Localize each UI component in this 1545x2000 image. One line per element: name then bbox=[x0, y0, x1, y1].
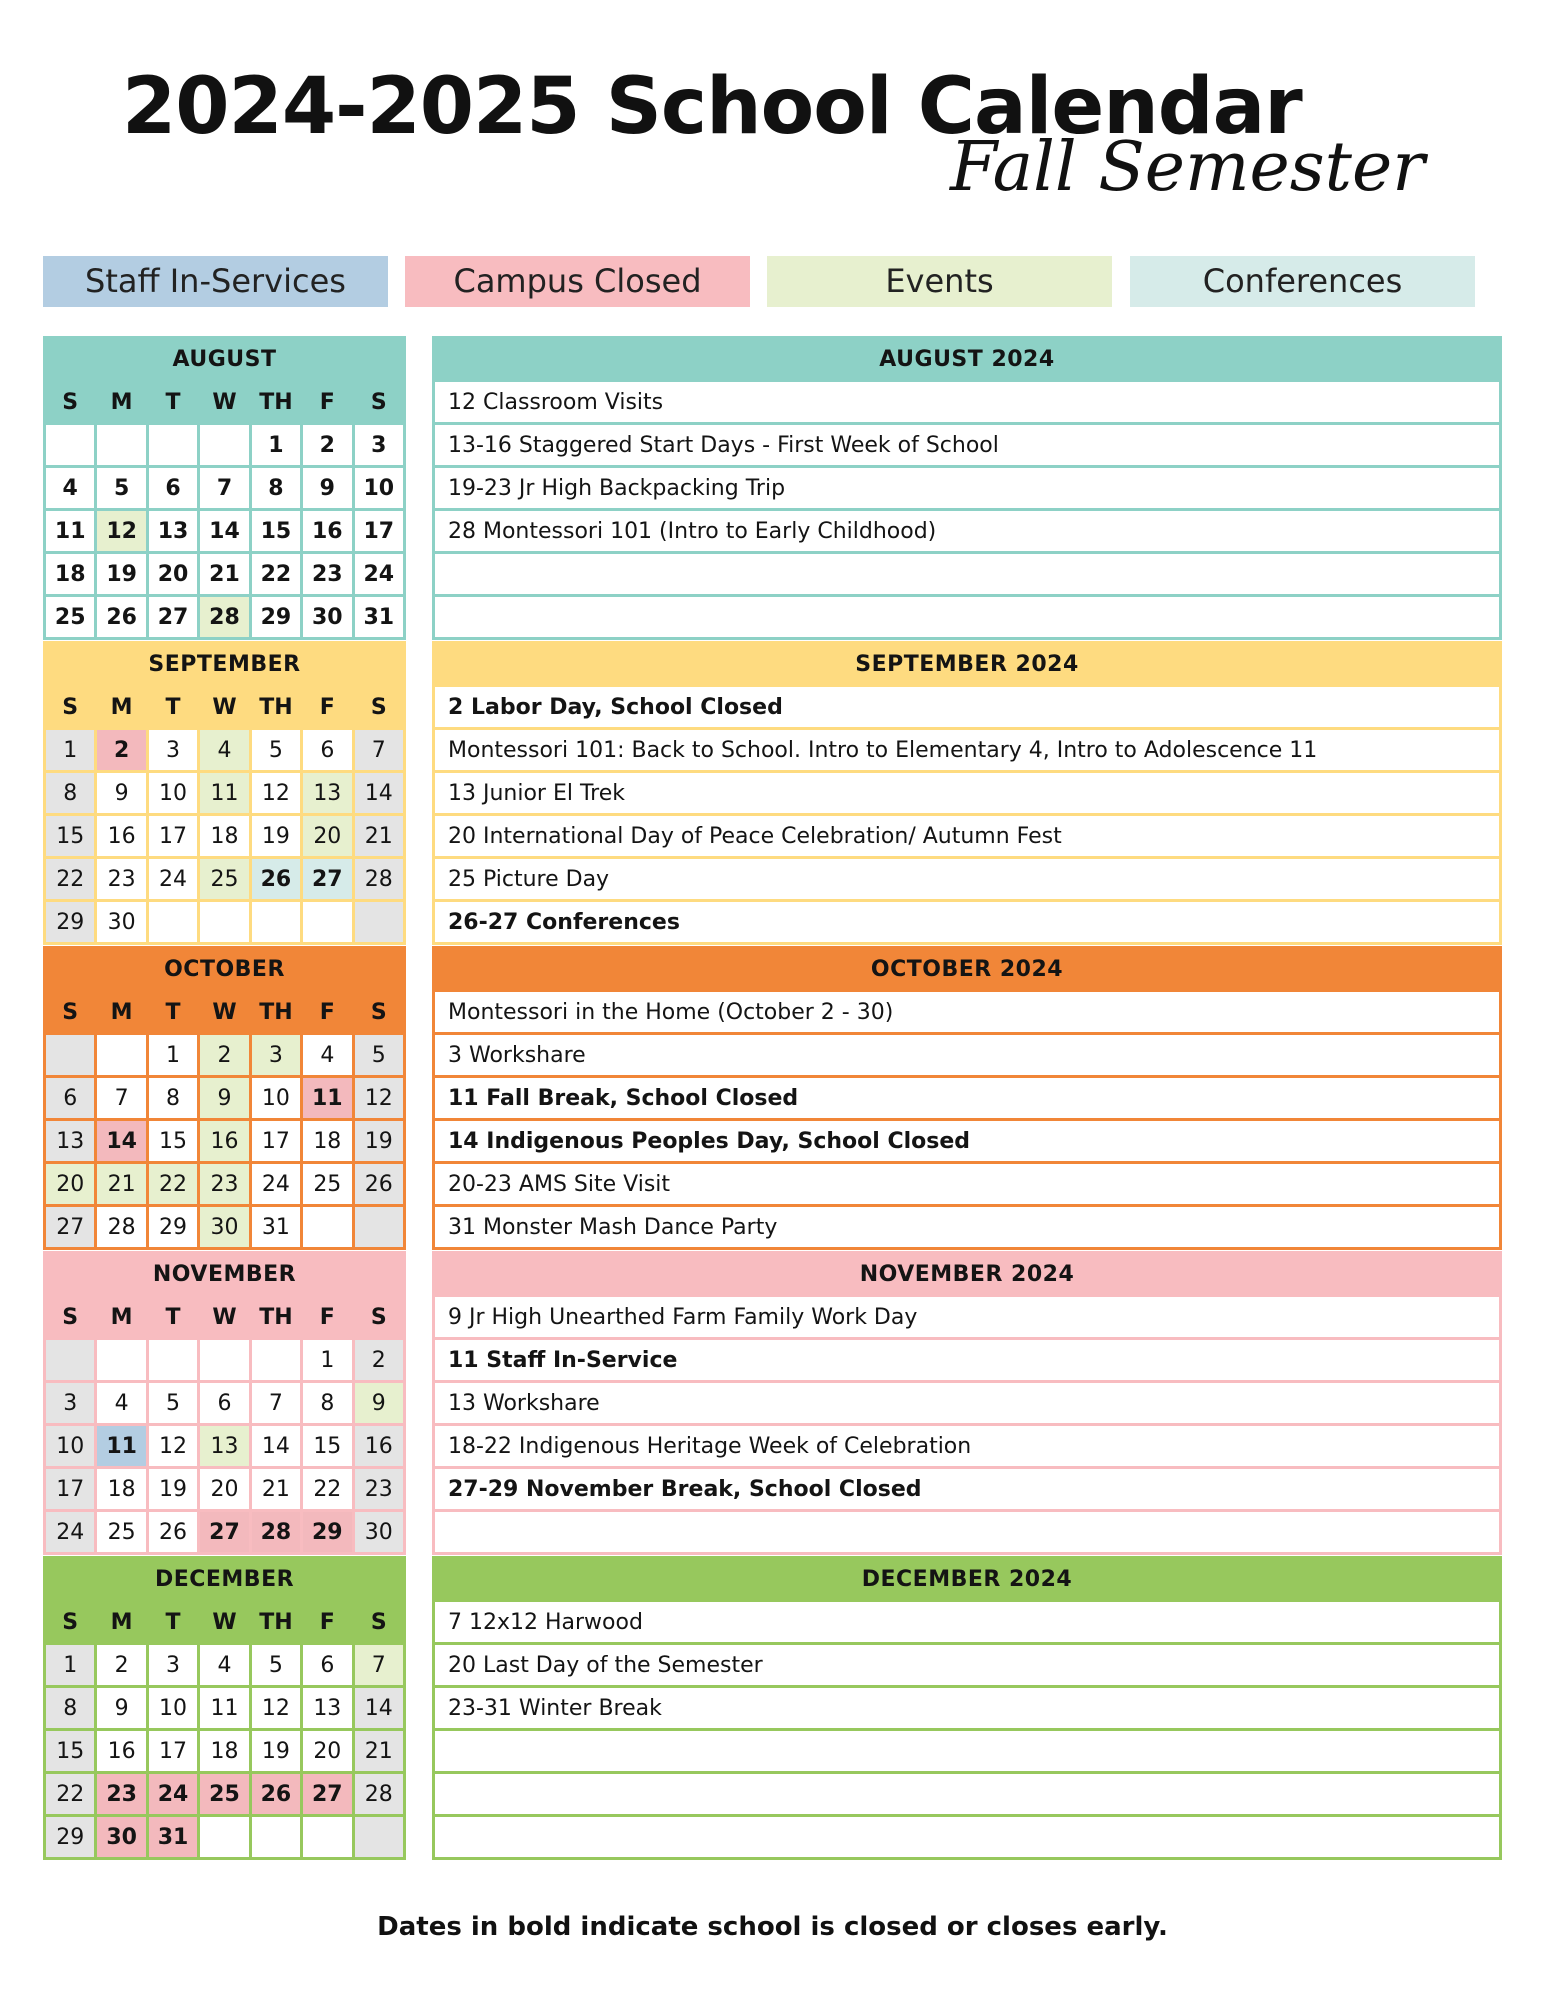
event-row: 3 Workshare bbox=[434, 1034, 1501, 1077]
event-row bbox=[434, 553, 1501, 596]
weekday-header: W bbox=[199, 991, 250, 1034]
day-cell: 17 bbox=[147, 1730, 198, 1773]
event-row: 11 Staff In-Service bbox=[434, 1339, 1501, 1382]
day-cell: 7 bbox=[250, 1382, 301, 1425]
weekday-header: S bbox=[45, 991, 96, 1034]
event-row: 26-27 Conferences bbox=[434, 901, 1501, 944]
day-cell: 25 bbox=[199, 1773, 250, 1816]
weekday-header: S bbox=[45, 686, 96, 729]
day-cell: 7 bbox=[353, 729, 404, 772]
day-cell: 17 bbox=[147, 815, 198, 858]
event-row: 9 Jr High Unearthed Farm Family Work Day bbox=[434, 1296, 1501, 1339]
day-cell: 26 bbox=[147, 1511, 198, 1554]
event-row bbox=[434, 1730, 1501, 1773]
weekday-header: S bbox=[353, 1296, 404, 1339]
day-cell: 19 bbox=[250, 815, 301, 858]
day-cell: 3 bbox=[45, 1382, 96, 1425]
day-cell: 21 bbox=[250, 1468, 301, 1511]
calendar-week bbox=[45, 729, 405, 772]
day-cell: 27 bbox=[302, 1773, 353, 1816]
day-cell: 28 bbox=[353, 1773, 404, 1816]
day-cell: 15 bbox=[302, 1425, 353, 1468]
day-cell: 9 bbox=[96, 772, 147, 815]
day-cell: 23 bbox=[96, 858, 147, 901]
event-row: 31 Monster Mash Dance Party bbox=[434, 1206, 1501, 1249]
day-cell bbox=[147, 1339, 198, 1382]
event-row: 14 Indigenous Peoples Day, School Closed bbox=[434, 1120, 1501, 1163]
day-cell: 12 bbox=[353, 1077, 404, 1120]
day-cell: 4 bbox=[199, 1644, 250, 1687]
day-cell: 2 bbox=[302, 424, 353, 467]
day-cell: 1 bbox=[147, 1034, 198, 1077]
event-row: Montessori in the Home (October 2 - 30) bbox=[434, 991, 1501, 1034]
day-cell: 12 bbox=[250, 1687, 301, 1730]
day-cell: 18 bbox=[199, 1730, 250, 1773]
day-cell: 28 bbox=[199, 596, 250, 639]
day-cell bbox=[147, 901, 198, 944]
calendar-week bbox=[45, 1773, 405, 1816]
event-row: 20 Last Day of the Semester bbox=[434, 1644, 1501, 1687]
weekday-header: S bbox=[353, 991, 404, 1034]
day-cell: 28 bbox=[96, 1206, 147, 1249]
calendar-grid-november bbox=[43, 1251, 406, 1555]
day-cell: 18 bbox=[45, 553, 96, 596]
event-row: 12 Classroom Visits bbox=[434, 381, 1501, 424]
day-cell: 12 bbox=[147, 1425, 198, 1468]
day-cell: 5 bbox=[96, 467, 147, 510]
weekday-header: M bbox=[96, 381, 147, 424]
day-cell: 14 bbox=[199, 510, 250, 553]
day-cell: 19 bbox=[96, 553, 147, 596]
day-cell: 10 bbox=[353, 467, 404, 510]
day-cell: 19 bbox=[147, 1468, 198, 1511]
day-cell: 26 bbox=[96, 596, 147, 639]
event-row: 20 International Day of Peace Celebration/ Autumn Fest bbox=[434, 815, 1501, 858]
day-cell: 22 bbox=[250, 553, 301, 596]
day-cell: 16 bbox=[96, 815, 147, 858]
day-cell: 21 bbox=[96, 1163, 147, 1206]
calendar-week bbox=[45, 1034, 405, 1077]
day-cell bbox=[302, 901, 353, 944]
day-cell: 29 bbox=[250, 596, 301, 639]
calendar-grid-december bbox=[43, 1556, 406, 1860]
day-cell: 27 bbox=[302, 858, 353, 901]
day-cell: 9 bbox=[96, 1687, 147, 1730]
day-cell: 13 bbox=[302, 772, 353, 815]
footer-note: Dates in bold indicate school is closed or closes early. bbox=[377, 1912, 1168, 1942]
event-row bbox=[434, 1511, 1501, 1554]
day-cell: 22 bbox=[45, 1773, 96, 1816]
calendar-month-title: OCTOBER bbox=[45, 948, 405, 991]
day-cell: 18 bbox=[199, 815, 250, 858]
calendar-month-title: SEPTEMBER bbox=[45, 643, 405, 686]
day-cell: 4 bbox=[302, 1034, 353, 1077]
day-cell: 17 bbox=[45, 1468, 96, 1511]
calendar-week bbox=[45, 772, 405, 815]
weekday-header: TH bbox=[250, 686, 301, 729]
day-cell: 6 bbox=[199, 1382, 250, 1425]
day-cell bbox=[96, 1034, 147, 1077]
weekday-header: M bbox=[96, 991, 147, 1034]
weekday-header: F bbox=[302, 381, 353, 424]
weekday-header: T bbox=[147, 1601, 198, 1644]
day-cell bbox=[199, 1339, 250, 1382]
day-cell: 20 bbox=[302, 1730, 353, 1773]
day-cell: 16 bbox=[353, 1425, 404, 1468]
day-cell: 30 bbox=[353, 1511, 404, 1554]
calendar-week bbox=[45, 858, 405, 901]
calendar-month-title: AUGUST bbox=[45, 338, 405, 381]
weekday-header: TH bbox=[250, 991, 301, 1034]
day-cell: 29 bbox=[45, 1816, 96, 1859]
event-row: 7 12x12 Harwood bbox=[434, 1601, 1501, 1644]
weekday-header: TH bbox=[250, 381, 301, 424]
day-cell: 1 bbox=[45, 1644, 96, 1687]
calendar-week bbox=[45, 901, 405, 944]
day-cell: 15 bbox=[147, 1120, 198, 1163]
legend-campus-closed: Campus Closed bbox=[405, 256, 750, 307]
page-subtitle: Fall Semester bbox=[950, 128, 1425, 207]
day-cell: 24 bbox=[147, 858, 198, 901]
day-cell: 20 bbox=[147, 553, 198, 596]
day-cell: 21 bbox=[199, 553, 250, 596]
day-cell: 26 bbox=[353, 1163, 404, 1206]
calendar-week bbox=[45, 510, 405, 553]
day-cell: 22 bbox=[45, 858, 96, 901]
day-cell bbox=[250, 1339, 301, 1382]
day-cell: 23 bbox=[199, 1163, 250, 1206]
calendar-week bbox=[45, 1077, 405, 1120]
day-cell: 3 bbox=[250, 1034, 301, 1077]
day-cell: 13 bbox=[45, 1120, 96, 1163]
weekday-header: T bbox=[147, 381, 198, 424]
day-cell: 6 bbox=[302, 1644, 353, 1687]
event-row: 2 Labor Day, School Closed bbox=[434, 686, 1501, 729]
day-cell: 27 bbox=[147, 596, 198, 639]
event-row: 19-23 Jr High Backpacking Trip bbox=[434, 467, 1501, 510]
day-cell: 25 bbox=[96, 1511, 147, 1554]
legend bbox=[43, 256, 1503, 307]
day-cell: 8 bbox=[302, 1382, 353, 1425]
day-cell: 4 bbox=[45, 467, 96, 510]
day-cell: 30 bbox=[302, 596, 353, 639]
calendar-week bbox=[45, 1120, 405, 1163]
day-cell: 1 bbox=[45, 729, 96, 772]
weekday-header: F bbox=[302, 1601, 353, 1644]
day-cell: 16 bbox=[96, 1730, 147, 1773]
day-cell: 3 bbox=[147, 1644, 198, 1687]
calendar-month-title: NOVEMBER bbox=[45, 1253, 405, 1296]
calendar-week bbox=[45, 1468, 405, 1511]
day-cell: 10 bbox=[45, 1425, 96, 1468]
day-cell: 8 bbox=[45, 1687, 96, 1730]
calendar-grid-august bbox=[43, 336, 406, 640]
day-cell: 1 bbox=[250, 424, 301, 467]
day-cell: 20 bbox=[302, 815, 353, 858]
day-cell: 19 bbox=[353, 1120, 404, 1163]
day-cell: 7 bbox=[353, 1644, 404, 1687]
day-cell: 10 bbox=[147, 1687, 198, 1730]
day-cell: 11 bbox=[199, 1687, 250, 1730]
weekday-header: W bbox=[199, 381, 250, 424]
day-cell: 13 bbox=[302, 1687, 353, 1730]
day-cell: 10 bbox=[250, 1077, 301, 1120]
day-cell: 11 bbox=[199, 772, 250, 815]
day-cell: 8 bbox=[147, 1077, 198, 1120]
day-cell: 5 bbox=[250, 1644, 301, 1687]
event-row: 27-29 November Break, School Closed bbox=[434, 1468, 1501, 1511]
day-cell: 2 bbox=[353, 1339, 404, 1382]
day-cell: 11 bbox=[96, 1425, 147, 1468]
day-cell bbox=[45, 1339, 96, 1382]
event-row: 18-22 Indigenous Heritage Week of Celebration bbox=[434, 1425, 1501, 1468]
weekday-header: W bbox=[199, 686, 250, 729]
day-cell bbox=[353, 901, 404, 944]
calendar-week bbox=[45, 1206, 405, 1249]
day-cell bbox=[250, 901, 301, 944]
day-cell bbox=[353, 1206, 404, 1249]
day-cell: 24 bbox=[250, 1163, 301, 1206]
event-row bbox=[434, 1773, 1501, 1816]
day-cell: 9 bbox=[353, 1382, 404, 1425]
day-cell: 23 bbox=[302, 553, 353, 596]
weekday-header: F bbox=[302, 991, 353, 1034]
day-cell: 17 bbox=[353, 510, 404, 553]
calendar-week bbox=[45, 1425, 405, 1468]
day-cell: 12 bbox=[96, 510, 147, 553]
calendar-grid-september bbox=[43, 641, 406, 945]
legend-conferences: Conferences bbox=[1130, 256, 1475, 307]
events-list-november bbox=[432, 1251, 1502, 1555]
day-cell: 27 bbox=[45, 1206, 96, 1249]
day-cell: 5 bbox=[147, 1382, 198, 1425]
day-cell: 7 bbox=[96, 1077, 147, 1120]
day-cell: 22 bbox=[302, 1468, 353, 1511]
events-list-september bbox=[432, 641, 1502, 945]
day-cell: 11 bbox=[45, 510, 96, 553]
calendar-week bbox=[45, 815, 405, 858]
calendar-week bbox=[45, 1511, 405, 1554]
event-row: 23-31 Winter Break bbox=[434, 1687, 1501, 1730]
weekday-header: S bbox=[45, 1296, 96, 1339]
weekday-header: M bbox=[96, 1601, 147, 1644]
day-cell bbox=[199, 901, 250, 944]
calendar-week bbox=[45, 424, 405, 467]
weekday-header: W bbox=[199, 1296, 250, 1339]
calendar-month-title: DECEMBER bbox=[45, 1558, 405, 1601]
day-cell: 31 bbox=[147, 1816, 198, 1859]
day-cell bbox=[147, 424, 198, 467]
day-cell: 6 bbox=[45, 1077, 96, 1120]
day-cell: 20 bbox=[45, 1163, 96, 1206]
event-row: 13-16 Staggered Start Days - First Week of School bbox=[434, 424, 1501, 467]
weekday-header: TH bbox=[250, 1601, 301, 1644]
day-cell bbox=[199, 424, 250, 467]
calendar-week bbox=[45, 553, 405, 596]
day-cell: 2 bbox=[96, 1644, 147, 1687]
events-title: DECEMBER 2024 bbox=[434, 1558, 1501, 1601]
day-cell: 13 bbox=[199, 1425, 250, 1468]
day-cell: 9 bbox=[199, 1077, 250, 1120]
day-cell: 1 bbox=[302, 1339, 353, 1382]
calendar-week bbox=[45, 1644, 405, 1687]
day-cell: 20 bbox=[199, 1468, 250, 1511]
day-cell: 5 bbox=[250, 729, 301, 772]
day-cell: 26 bbox=[250, 858, 301, 901]
day-cell bbox=[199, 1816, 250, 1859]
day-cell: 29 bbox=[147, 1206, 198, 1249]
day-cell bbox=[302, 1206, 353, 1249]
weekday-header: T bbox=[147, 686, 198, 729]
day-cell: 23 bbox=[353, 1468, 404, 1511]
day-cell: 24 bbox=[45, 1511, 96, 1554]
day-cell: 5 bbox=[353, 1034, 404, 1077]
event-row: 25 Picture Day bbox=[434, 858, 1501, 901]
day-cell: 15 bbox=[250, 510, 301, 553]
day-cell bbox=[302, 1816, 353, 1859]
day-cell: 14 bbox=[250, 1425, 301, 1468]
day-cell: 28 bbox=[250, 1511, 301, 1554]
day-cell: 29 bbox=[45, 901, 96, 944]
events-title: OCTOBER 2024 bbox=[434, 948, 1501, 991]
day-cell bbox=[96, 1339, 147, 1382]
weekday-header: T bbox=[147, 1296, 198, 1339]
calendar-week bbox=[45, 1730, 405, 1773]
day-cell: 23 bbox=[96, 1773, 147, 1816]
events-list-december bbox=[432, 1556, 1502, 1860]
day-cell: 16 bbox=[199, 1120, 250, 1163]
day-cell bbox=[96, 424, 147, 467]
day-cell: 8 bbox=[45, 772, 96, 815]
day-cell: 11 bbox=[302, 1077, 353, 1120]
calendar-week bbox=[45, 1163, 405, 1206]
day-cell: 9 bbox=[302, 467, 353, 510]
day-cell: 28 bbox=[353, 858, 404, 901]
weekday-header: S bbox=[353, 686, 404, 729]
weekday-header: S bbox=[45, 1601, 96, 1644]
event-row bbox=[434, 596, 1501, 639]
day-cell: 2 bbox=[199, 1034, 250, 1077]
weekday-header: W bbox=[199, 1601, 250, 1644]
day-cell: 12 bbox=[250, 772, 301, 815]
day-cell: 14 bbox=[353, 1687, 404, 1730]
weekday-header: F bbox=[302, 686, 353, 729]
day-cell: 21 bbox=[353, 815, 404, 858]
event-row: 11 Fall Break, School Closed bbox=[434, 1077, 1501, 1120]
day-cell: 25 bbox=[45, 596, 96, 639]
day-cell: 30 bbox=[96, 1816, 147, 1859]
day-cell: 14 bbox=[96, 1120, 147, 1163]
weekday-header: S bbox=[353, 1601, 404, 1644]
day-cell bbox=[250, 1816, 301, 1859]
day-cell: 15 bbox=[45, 1730, 96, 1773]
calendar-week bbox=[45, 1816, 405, 1859]
day-cell: 31 bbox=[353, 596, 404, 639]
day-cell: 6 bbox=[302, 729, 353, 772]
day-cell: 25 bbox=[199, 858, 250, 901]
day-cell: 8 bbox=[250, 467, 301, 510]
events-list-august bbox=[432, 336, 1502, 640]
calendar-week bbox=[45, 1339, 405, 1382]
day-cell: 27 bbox=[199, 1511, 250, 1554]
day-cell bbox=[45, 1034, 96, 1077]
weekday-header: F bbox=[302, 1296, 353, 1339]
calendar-week bbox=[45, 467, 405, 510]
day-cell: 3 bbox=[147, 729, 198, 772]
calendar-grid-october bbox=[43, 946, 406, 1250]
calendar-week bbox=[45, 1687, 405, 1730]
day-cell: 2 bbox=[96, 729, 147, 772]
event-row: 28 Montessori 101 (Intro to Early Childhood) bbox=[434, 510, 1501, 553]
day-cell: 26 bbox=[250, 1773, 301, 1816]
legend-events: Events bbox=[767, 256, 1112, 307]
day-cell: 30 bbox=[199, 1206, 250, 1249]
event-row: 13 Junior El Trek bbox=[434, 772, 1501, 815]
weekday-header: M bbox=[96, 686, 147, 729]
calendar-week bbox=[45, 1382, 405, 1425]
events-title: SEPTEMBER 2024 bbox=[434, 643, 1501, 686]
page-title: 2024-2025 School Calendar bbox=[122, 62, 1302, 152]
day-cell: 31 bbox=[250, 1206, 301, 1249]
day-cell: 24 bbox=[353, 553, 404, 596]
day-cell: 18 bbox=[302, 1120, 353, 1163]
day-cell: 16 bbox=[302, 510, 353, 553]
day-cell: 25 bbox=[302, 1163, 353, 1206]
events-title: NOVEMBER 2024 bbox=[434, 1253, 1501, 1296]
day-cell: 10 bbox=[147, 772, 198, 815]
event-row: 20-23 AMS Site Visit bbox=[434, 1163, 1501, 1206]
day-cell: 3 bbox=[353, 424, 404, 467]
day-cell: 24 bbox=[147, 1773, 198, 1816]
weekday-header: T bbox=[147, 991, 198, 1034]
day-cell bbox=[45, 424, 96, 467]
day-cell: 6 bbox=[147, 467, 198, 510]
day-cell: 7 bbox=[199, 467, 250, 510]
day-cell: 30 bbox=[96, 901, 147, 944]
day-cell: 18 bbox=[96, 1468, 147, 1511]
day-cell: 4 bbox=[96, 1382, 147, 1425]
day-cell: 21 bbox=[353, 1730, 404, 1773]
event-row: Montessori 101: Back to School. Intro to Elementary 4, Intro to Adolescence 11 bbox=[434, 729, 1501, 772]
weekday-header: M bbox=[96, 1296, 147, 1339]
events-list-october bbox=[432, 946, 1502, 1250]
legend-staff-in-services: Staff In-Services bbox=[43, 256, 388, 307]
calendar-week bbox=[45, 596, 405, 639]
day-cell: 4 bbox=[199, 729, 250, 772]
event-row: 13 Workshare bbox=[434, 1382, 1501, 1425]
day-cell: 29 bbox=[302, 1511, 353, 1554]
weekday-header: TH bbox=[250, 1296, 301, 1339]
weekday-header: S bbox=[45, 381, 96, 424]
day-cell: 15 bbox=[45, 815, 96, 858]
day-cell: 14 bbox=[353, 772, 404, 815]
day-cell: 22 bbox=[147, 1163, 198, 1206]
event-row bbox=[434, 1816, 1501, 1859]
events-title: AUGUST 2024 bbox=[434, 338, 1501, 381]
day-cell bbox=[353, 1816, 404, 1859]
day-cell: 19 bbox=[250, 1730, 301, 1773]
day-cell: 17 bbox=[250, 1120, 301, 1163]
weekday-header: S bbox=[353, 381, 404, 424]
day-cell: 13 bbox=[147, 510, 198, 553]
